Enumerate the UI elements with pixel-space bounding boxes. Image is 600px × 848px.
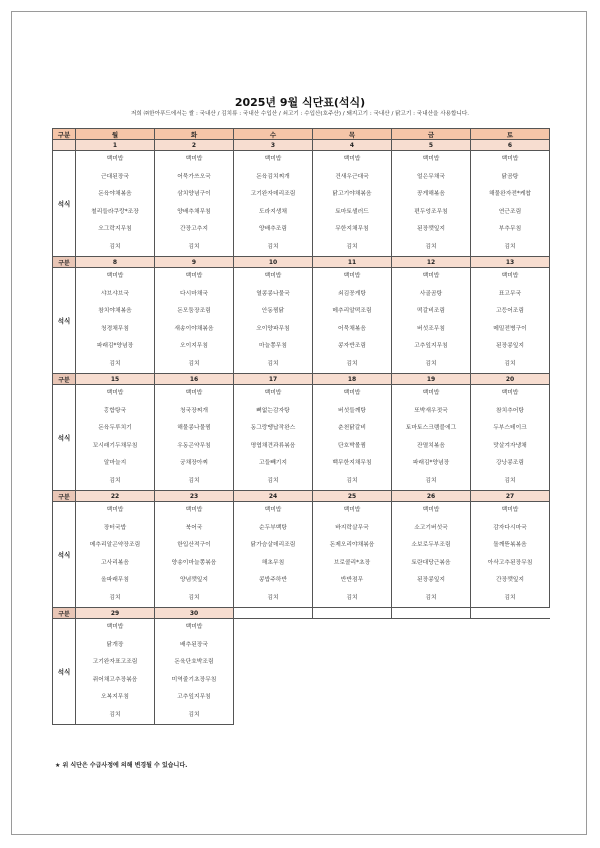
date-cell: 17: [234, 374, 313, 385]
meal-label: 석식: [53, 268, 76, 374]
day-menu-cell: [313, 268, 392, 374]
menu-item: 얼은무채국: [417, 173, 445, 180]
day-menu-cell: [471, 151, 550, 257]
date-cell: 13: [471, 257, 550, 268]
menu-item: 백미밥: [422, 273, 440, 279]
menu-items: [76, 619, 154, 724]
menu-row: [53, 502, 550, 608]
menu-items: [155, 268, 233, 373]
date-cell: 8: [76, 257, 155, 268]
menu-item: 고사리볶음: [101, 559, 129, 566]
menu-item: 메추리알곤약장조림: [89, 542, 141, 548]
menu-item: 우동곤약무침: [177, 442, 211, 449]
menu-item: 돈모둠장조림: [177, 308, 211, 314]
menu-item: 바지락살무국: [335, 524, 369, 531]
menu-item: 잔멸치볶음: [417, 442, 445, 449]
menu-item: 양배추조림: [259, 226, 287, 232]
date-row: [53, 257, 550, 268]
menu-item: 쇠김꽁게탕: [338, 290, 366, 297]
origin-notice: 저희 ㈜한아푸드에서는 쌀 : 국내산 / 김치류 : 국내산 수입산 / 쇠고기 : 수입산(호주산) / 돼지고기 : 국내산 / 닭고기 : 국내산을 사용합니다.: [131, 111, 469, 117]
menu-item: 고기완자데리조림: [250, 191, 296, 197]
menu-item: 김치: [346, 477, 358, 484]
menu-item: 돈육단호박조림: [174, 659, 214, 665]
date-cell: 20: [471, 374, 550, 385]
menu-item: 백미밥: [501, 507, 519, 513]
menu-item: 춘천닭갈비: [338, 425, 366, 431]
menu-item: 닭개장: [106, 641, 124, 648]
menu-items: [313, 151, 391, 256]
day-menu-cell: [471, 385, 550, 491]
menu-item: 김치: [188, 477, 200, 484]
date-cell: 2: [155, 140, 234, 151]
menu-items: [76, 151, 154, 256]
menu-items: [155, 619, 233, 724]
day-name: 토: [471, 129, 550, 140]
date-cell: 24: [234, 491, 313, 502]
date-cell: 12: [392, 257, 471, 268]
menu-items: [155, 385, 233, 490]
day-menu-cell: [234, 502, 313, 608]
date-cell: 23: [155, 491, 234, 502]
date-cell: 26: [392, 491, 471, 502]
menu-item: 백미밥: [343, 156, 361, 162]
menu-items: [392, 502, 470, 607]
date-cell: 10: [234, 257, 313, 268]
menu-item: 김치: [425, 243, 437, 250]
menu-item: 연근조림: [498, 208, 522, 215]
day-menu-cell: [313, 151, 392, 257]
menu-items: [155, 151, 233, 256]
group-label: 구분: [53, 608, 76, 619]
menu-item: 된장콩잎지: [496, 343, 524, 349]
menu-item: 단호박볼찜: [338, 442, 366, 449]
menu-item: 백미밥: [264, 390, 282, 396]
day-menu-cell: [76, 619, 155, 725]
menu-items: [471, 502, 549, 607]
menu-item: 돈육야채볶음: [98, 191, 132, 197]
menu-item: 닭곰탕: [501, 173, 519, 180]
menu-items: [234, 151, 312, 256]
day-menu-cell: [392, 385, 471, 491]
menu-item: 고등어조림: [496, 308, 524, 314]
menu-item: 토란대당근볶음: [411, 559, 451, 566]
menu-item: 김치: [425, 594, 437, 601]
date-cell: 9: [155, 257, 234, 268]
day-menu-cell: [76, 502, 155, 608]
menu-item: 오그락지무침: [98, 226, 132, 232]
menu-item: 메밀전병구이: [493, 325, 527, 332]
menu-item: 오복지무침: [101, 694, 129, 700]
menu-item: 홍합탕국: [103, 407, 127, 414]
day-menu-cell: [313, 502, 392, 608]
menu-row: [53, 268, 550, 374]
menu-item: 북어국: [185, 524, 203, 531]
menu-item: 메추리알떡조림: [332, 308, 372, 314]
menu-items: [313, 385, 391, 490]
menu-item: 또박새우젓국: [414, 407, 448, 414]
menu-item: 백미밥: [185, 507, 203, 513]
menu-item: 김치: [346, 360, 358, 367]
date-cell: 11: [313, 257, 392, 268]
menu-item: 배추된장국: [180, 641, 208, 648]
menu-items: [76, 385, 154, 490]
menu-item: 백미밥: [264, 507, 282, 513]
menu-item: 꼬시래기두채무침: [92, 442, 138, 449]
menu-item: 김치: [267, 594, 279, 601]
menu-item: 마늘쫑무침: [259, 343, 287, 349]
menu-item: 도라지생채: [259, 208, 287, 215]
menu-item: 소보로두부조림: [411, 542, 451, 548]
day-menu-cell: [234, 151, 313, 257]
menu-item: 김치: [109, 243, 121, 250]
day-menu-cell: [76, 385, 155, 491]
menu-item: 강낭콩조림: [496, 460, 524, 466]
menu-item: 감자다시마국: [493, 524, 527, 531]
menu-item: 참치추어탕: [496, 407, 524, 414]
menu-item: 백미밥: [106, 624, 124, 630]
menu-item: 다시마채국: [180, 290, 208, 297]
empty-date-cell: [392, 608, 471, 619]
day-name-row: [53, 129, 550, 140]
menu-item: 돌깨뜯볶볶음: [493, 542, 527, 548]
menu-item: 순두부백탕: [259, 524, 287, 531]
menu-items: [471, 151, 549, 256]
menu-item: 어묵채볶음: [338, 325, 366, 332]
menu-item: 반반점무: [340, 577, 364, 583]
day-name: 목: [313, 129, 392, 140]
menu-item: 어묵가쓰오국: [177, 173, 211, 180]
menu-item: 두부스테이크: [493, 425, 527, 431]
empty-menu-cell: [471, 619, 550, 725]
meal-label: 석식: [53, 502, 76, 608]
menu-item: 김치: [346, 594, 358, 601]
menu-item: 청국장찌개: [180, 407, 208, 414]
menu-item: 백미밥: [343, 273, 361, 279]
menu-item: 버섯조무침: [417, 325, 445, 332]
menu-item: 김치: [504, 243, 516, 250]
menu-items: [392, 268, 470, 373]
menu-item: 해물완자전*케찹: [488, 191, 532, 197]
menu-item: 건새우근대국: [335, 173, 369, 180]
menu-item: 백미밥: [185, 390, 203, 396]
menu-item: 명엽채견과류볶음: [250, 442, 296, 449]
day-name: 화: [155, 129, 234, 140]
menu-item: 안동찜닭: [261, 308, 285, 314]
menu-items: [471, 385, 549, 490]
empty-menu-cell: [392, 619, 471, 725]
menu-item: 철리들라쿠랑*조장: [91, 208, 139, 215]
menu-item: 참치야채볶음: [98, 308, 132, 314]
menu-item: 돈제오리야채볶음: [329, 542, 375, 548]
menu-items: [313, 502, 391, 607]
menu-items: [471, 268, 549, 373]
day-menu-cell: [234, 268, 313, 374]
menu-item: 백미밥: [422, 507, 440, 513]
menu-item: 돈육김치찌개: [256, 173, 290, 180]
group-label-spacer: [53, 140, 76, 151]
menu-item: 김치: [267, 477, 279, 484]
menu-item: 열콩콩나물국: [256, 290, 290, 297]
menu-item: 편두엉조무침: [414, 208, 448, 215]
menu-item: 한입산적구이: [177, 542, 211, 548]
menu-item: 부추무침: [498, 226, 522, 232]
day-name: 금: [392, 129, 471, 140]
menu-item: 미역줄기초장무침: [171, 676, 217, 683]
day-menu-cell: [155, 619, 234, 725]
day-menu-cell: [313, 385, 392, 491]
day-menu-cell: [155, 385, 234, 491]
empty-menu-cell: [313, 619, 392, 725]
day-menu-cell: [471, 268, 550, 374]
date-row: [53, 608, 550, 619]
meal-label: 석식: [53, 385, 76, 491]
menu-item: 표고무국: [498, 290, 522, 297]
menu-item: 백미밥: [501, 156, 519, 162]
menu-item: 새송이야채볶음: [174, 325, 214, 332]
menu-items: [155, 502, 233, 607]
meal-label: 석식: [53, 151, 76, 257]
menu-item: 간장고추지: [180, 226, 208, 232]
menu-item: 김치: [188, 360, 200, 367]
day-menu-cell: [392, 502, 471, 608]
menu-items: [313, 268, 391, 373]
menu-item: 백미밥: [185, 156, 203, 162]
day-menu-cell: [155, 268, 234, 374]
day-menu-cell: [155, 151, 234, 257]
menu-item: 꽁게해볶음: [417, 191, 445, 197]
menu-row: [53, 385, 550, 491]
day-menu-cell: [76, 268, 155, 374]
menu-item: 해물콩나물찜: [177, 425, 211, 431]
menu-item: 된장콩잎지: [417, 577, 445, 583]
menu-item: 버섯들깨탕: [338, 407, 366, 414]
menu-item: 떡갈비조림: [417, 308, 445, 314]
change-notice: ★ 위 식단은 수급사정에 의해 변경될 수 있습니다.: [55, 762, 188, 769]
menu-item: 김치: [188, 711, 200, 718]
menu-items: [76, 502, 154, 607]
meal-label: 석식: [53, 619, 76, 725]
menu-row: [53, 151, 550, 257]
menu-item: 파래김*양념장: [96, 343, 134, 349]
menu-items: [234, 502, 312, 607]
group-label: 구분: [53, 129, 76, 140]
menu-item: 오이양파무침: [256, 325, 290, 332]
menu-item: 김치: [267, 360, 279, 367]
menu-item: 백미밥: [264, 156, 282, 162]
menu-item: 올파래무침: [101, 577, 129, 583]
menu-item: 청경채무침: [101, 325, 129, 332]
day-menu-cell: [234, 385, 313, 491]
date-cell: 1: [76, 140, 155, 151]
menu-items: [234, 268, 312, 373]
menu-item: 백미밥: [185, 624, 203, 630]
menu-item: 해초무침: [261, 559, 285, 566]
date-cell: 19: [392, 374, 471, 385]
menu-item: 고기완자표고조림: [92, 659, 138, 665]
date-cell: 5: [392, 140, 471, 151]
menu-item: 백미밥: [422, 390, 440, 396]
menu-item: 닭고기야채볶음: [332, 191, 372, 197]
menu-item: 된장깻잎지: [417, 226, 445, 232]
empty-date-cell: [234, 608, 313, 619]
menu-item: 오이지무침: [180, 343, 208, 349]
group-label: 구분: [53, 257, 76, 268]
menu-item: 김치: [425, 477, 437, 484]
menu-item: 알마늘지: [103, 460, 127, 466]
menu-item: 고추잎지무침: [177, 694, 211, 700]
menu-item: 백미밥: [501, 273, 519, 279]
menu-item: 김치: [109, 711, 121, 718]
day-menu-cell: [392, 268, 471, 374]
menu-item: 맛살겨자냉채: [493, 442, 527, 449]
menu-table: [52, 128, 550, 725]
group-label: 구분: [53, 374, 76, 385]
menu-item: 김치: [346, 243, 358, 250]
menu-item: 백무한지채무침: [332, 460, 372, 466]
date-cell: 3: [234, 140, 313, 151]
menu-items: [392, 151, 470, 256]
menu-item: 동그랑땡납작완스: [250, 425, 296, 431]
menu-items: [392, 385, 470, 490]
menu-item: 아삭고추된장무침: [487, 559, 533, 566]
menu-item: 토마토스크램블에그: [405, 425, 457, 431]
menu-item: 백미밥: [106, 156, 124, 162]
menu-item: 고들빼기지: [259, 460, 287, 466]
menu-item: 양념깻잎지: [180, 577, 208, 583]
menu-item: 파래김*양념장: [412, 460, 450, 466]
menu-item: 소고기버섯국: [414, 524, 448, 531]
menu-items: [234, 385, 312, 490]
empty-date-cell: [313, 608, 392, 619]
menu-item: 백미밥: [106, 507, 124, 513]
date-row: [53, 491, 550, 502]
menu-item: 김치: [188, 243, 200, 250]
group-label: 구분: [53, 491, 76, 502]
menu-item: 백미밥: [422, 156, 440, 162]
menu-item: 백미밥: [343, 507, 361, 513]
menu-item: 근대된장국: [101, 173, 129, 180]
day-menu-cell: [471, 502, 550, 608]
date-cell: 6: [471, 140, 550, 151]
day-menu-cell: [392, 151, 471, 257]
menu-item: 백미밥: [264, 273, 282, 279]
day-name: 월: [76, 129, 155, 140]
menu-item: 양송이마늘쫑볶음: [171, 559, 217, 566]
date-cell: 30: [155, 608, 234, 619]
menu-item: 김치: [109, 360, 121, 367]
menu-item: 고추잎지무침: [414, 343, 448, 349]
empty-date-cell: [471, 608, 550, 619]
menu-item: 돈육두루치기: [98, 425, 132, 431]
day-name: 수: [234, 129, 313, 140]
menu-item: 쥐어채고추장볶음: [92, 676, 138, 683]
date-cell: 22: [76, 491, 155, 502]
menu-item: 샤브샤브국: [101, 290, 129, 297]
date-cell: 16: [155, 374, 234, 385]
menu-items: [76, 268, 154, 373]
date-cell: 15: [76, 374, 155, 385]
date-cell: 29: [76, 608, 155, 619]
menu-item: 장터국밥: [103, 524, 127, 531]
empty-menu-cell: [234, 619, 313, 725]
menu-item: 백미밥: [106, 390, 124, 396]
menu-item: 백미밥: [106, 273, 124, 279]
date-row: [53, 140, 550, 151]
menu-item: 김치: [267, 243, 279, 250]
menu-item: 김치: [109, 477, 121, 484]
date-cell: 18: [313, 374, 392, 385]
menu-item: 간장깻잎지: [496, 577, 524, 583]
date-cell: 4: [313, 140, 392, 151]
menu-item: 토마토샐러드: [335, 208, 369, 215]
date-row: [53, 374, 550, 385]
menu-item: 콩자반조림: [338, 343, 366, 349]
menu-item: 궁채장아찌: [180, 460, 208, 466]
menu-item: 양배추채무침: [177, 208, 211, 215]
menu-item: 백미밥: [501, 390, 519, 396]
menu-item: 콩밥주하반: [259, 577, 287, 583]
day-menu-cell: [76, 151, 155, 257]
day-menu-cell: [155, 502, 234, 608]
menu-item: 김치: [109, 594, 121, 601]
page-title: 2025년 9월 식단표(석식): [234, 96, 366, 109]
menu-item: 백미밥: [185, 273, 203, 279]
menu-item: 백미밥: [343, 390, 361, 396]
date-cell: 27: [471, 491, 550, 502]
menu-item: 무한지채무침: [335, 226, 369, 232]
menu-item: 김치: [504, 594, 516, 601]
menu-item: 김치: [425, 360, 437, 367]
menu-item: 사골곰탕: [419, 290, 443, 297]
date-cell: 25: [313, 491, 392, 502]
menu-item: 김치: [188, 594, 200, 601]
menu-item: 뼈없는감자탕: [256, 407, 290, 414]
menu-item: 김치: [504, 360, 516, 367]
menu-row: [53, 619, 550, 725]
menu-item: 삼치양념구이: [177, 191, 211, 197]
menu-item: 브로콜리*초장: [333, 559, 371, 566]
menu-item: 닭가슴살데리조림: [250, 542, 296, 548]
menu-item: 김치: [504, 477, 516, 484]
